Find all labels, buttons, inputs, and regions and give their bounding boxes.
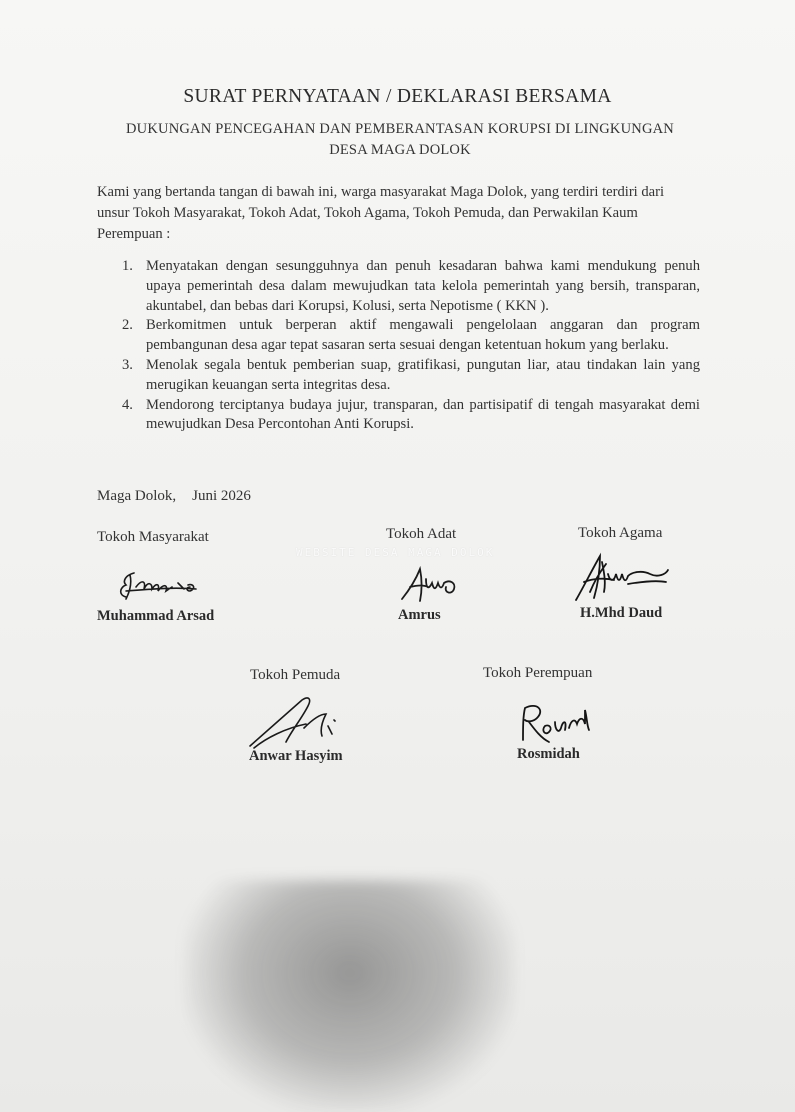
name-muhammad-arsad: Muhammad Arsad <box>97 608 215 624</box>
declaration-point <box>118 356 700 396</box>
declaration-point <box>118 316 700 356</box>
point-number: 1. <box>122 258 133 274</box>
point-number: 2. <box>122 317 133 334</box>
intro-paragraph: Kami yang bertanda tangan di bawah ini, warga masyarakat Maga Dolok, yang terdiri terdiri dari unsur Tokoh Masyarakat, Tokoh Adat, Tokoh Agama, Tokoh Pemuda, dan Perwakilan Kaum Perempuan : <box>97 184 665 242</box>
point-text: Menolak segala bentuk pemberian suap, gratifikasi, pungutan liar, atau tindakan lain yang merugikan keuangan serta integritas desa. <box>146 356 700 393</box>
name-anwar-hasyim: Anwar Hasyim <box>249 748 343 764</box>
date: Juni 2026 <box>192 488 251 504</box>
point-text: Mendorong terciptanya budaya jujur, transparan, dan partisipatif di tengah masyarakat demi mewujudkan Desa Percontohan Anti Korupsi. <box>146 396 700 433</box>
declaration-point <box>118 257 700 316</box>
signature-anwar-hasyim <box>246 690 356 750</box>
role-tokoh-pemuda: Tokoh Pemuda <box>250 667 341 683</box>
point-number: 4. <box>122 396 133 413</box>
role-tokoh-agama: Tokoh Agama <box>578 525 663 541</box>
point-text: Menyatakan dengan sesungguhnya dan penuh kesadaran bahwa kami mendukung penuh upaya pemerintah desa dalam mewujudkan tata kelola pemerintah yang bersih, transparan, akuntabel, dan bebas dari Korupsi, Kolusi, serta Nepotisme ( KKN ). <box>146 258 700 314</box>
name-rosmidah: Rosmidah <box>517 746 580 762</box>
role-tokoh-perempuan: Tokoh Perempuan <box>483 665 593 681</box>
declaration-point <box>118 396 700 436</box>
subtitle-line-1: DUKUNGAN PENCEGAHAN DAN PEMBERANTASAN KORUPSI DI LINGKUNGAN <box>126 121 674 137</box>
signature-amrus <box>398 565 462 605</box>
name-amrus: Amrus <box>398 607 441 623</box>
watermark: WEBSITE DESA MAGA DOLOK <box>296 546 495 559</box>
role-tokoh-adat: Tokoh Adat <box>386 526 457 542</box>
role-tokoh-masyarakat: Tokoh Masyarakat <box>97 529 209 545</box>
place: Maga Dolok, <box>97 488 177 504</box>
photo-shadow <box>185 880 515 1112</box>
document-title: SURAT PERNYATAAN / DEKLARASI BERSAMA <box>183 86 612 107</box>
signature-h-mhd-daud <box>570 552 670 604</box>
subtitle-line-2: DESA MAGA DOLOK <box>329 142 471 158</box>
name-h-mhd-daud: H.Mhd Daud <box>580 605 663 621</box>
point-number: 3. <box>122 356 133 373</box>
signature-rosmidah <box>515 700 595 748</box>
signature-muhammad-arsad <box>112 565 202 605</box>
document-subtitle <box>80 119 720 161</box>
declaration-points <box>118 257 700 435</box>
place-and-date <box>97 488 251 505</box>
point-text: Berkomitmen untuk berperan aktif mengawali pengelolaan anggaran dan program pembangunan desa agar tepat sasaran serta sesuai dengan ketentuan hokum yang berlaku. <box>146 317 700 354</box>
